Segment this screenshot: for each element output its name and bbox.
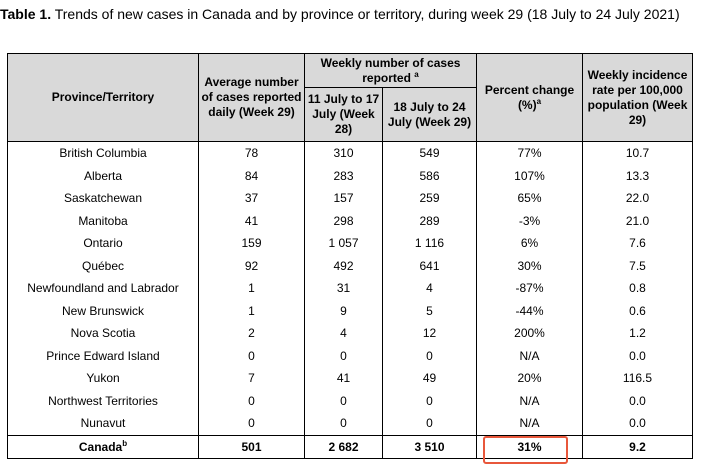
cell-w28: 492 [305,255,383,278]
table-row [8,277,693,300]
table-row [8,367,693,390]
cell-avg: 78 [199,142,305,165]
cell-pct: 6% [477,232,583,255]
cell-rate: 7.6 [583,232,693,255]
cell-name: Québec [8,255,199,278]
cell-pct: 30% [477,255,583,278]
cell-name: Nunavut [8,412,199,435]
total-row [8,435,693,459]
cell-name: Northwest Territories [8,390,199,413]
cell-avg: 0 [199,412,305,435]
cell-rate: 10.7 [583,142,693,165]
cell-avg: 7 [199,367,305,390]
total-w29: 3 510 [383,435,477,459]
header-week28: 11 July to 17 July (Week 28) [305,88,383,142]
cell-pct: 77% [477,142,583,165]
cell-avg: 1 [199,300,305,323]
table-row [8,187,693,210]
cell-rate: 0.0 [583,412,693,435]
cell-pct: 200% [477,322,583,345]
cell-name: New Brunswick [8,300,199,323]
table-row [8,322,693,345]
table-row [8,142,693,165]
cell-w29: 289 [383,210,477,233]
cell-rate: 0.0 [583,345,693,368]
header-percent [477,54,583,142]
cell-w28: 0 [305,390,383,413]
header-week29: 18 July to 24 July (Week 29) [383,88,477,142]
cell-name: Prince Edward Island [8,345,199,368]
cell-avg: 37 [199,187,305,210]
cell-w29: 1 116 [383,232,477,255]
cell-w29: 641 [383,255,477,278]
cell-avg: 0 [199,345,305,368]
cell-w28: 310 [305,142,383,165]
cell-w29: 12 [383,322,477,345]
cell-name: Yukon [8,367,199,390]
cell-pct: 107% [477,165,583,188]
cell-avg: 92 [199,255,305,278]
header-percent-note: a [536,96,542,106]
cell-w28: 0 [305,412,383,435]
cell-avg: 1 [199,277,305,300]
cell-w29: 0 [383,412,477,435]
total-avg: 501 [199,435,305,459]
total-w28: 2 682 [305,435,383,459]
table-row [8,232,693,255]
cell-rate: 22.0 [583,187,693,210]
cell-w29: 259 [383,187,477,210]
cell-w28: 0 [305,345,383,368]
cell-pct: -44% [477,300,583,323]
cell-w28: 157 [305,187,383,210]
cell-pct: N/A [477,412,583,435]
cell-w29: 49 [383,367,477,390]
cell-w29: 5 [383,300,477,323]
cell-rate: 0.0 [583,390,693,413]
cell-w28: 1 057 [305,232,383,255]
cell-name: Ontario [8,232,199,255]
cell-rate: 13.3 [583,165,693,188]
cell-w29: 0 [383,390,477,413]
cell-avg: 2 [199,322,305,345]
cell-name: British Columbia [8,142,199,165]
table-row [8,412,693,435]
header-province: Province/Territory [8,54,199,142]
cell-avg: 0 [199,390,305,413]
cases-table [7,53,693,459]
cell-w29: 4 [383,277,477,300]
cell-w29: 549 [383,142,477,165]
cell-avg: 41 [199,210,305,233]
total-name-label: Canada [78,439,123,454]
cell-name: Alberta [8,165,199,188]
cell-w28: 298 [305,210,383,233]
header-weekly-group-label: Weekly number of cases reported [320,55,461,85]
cell-w29: 586 [383,165,477,188]
header-weekly-note: a [414,69,419,79]
cell-w28: 31 [305,277,383,300]
total-pct: 31% [477,435,583,459]
cell-pct: -87% [477,277,583,300]
header-weekly-group [305,54,477,88]
cell-rate: 1.2 [583,322,693,345]
table-caption [0,5,700,24]
total-name [8,435,199,459]
cell-pct: -3% [477,210,583,233]
cell-rate: 0.8 [583,277,693,300]
cell-w28: 9 [305,300,383,323]
caption-text: Trends of new cases in Canada and by province or territory, during week 29 (18 July to 24 July 2021) [51,6,680,22]
cell-pct: 65% [477,187,583,210]
cell-w29: 0 [383,345,477,368]
cell-rate: 116.5 [583,367,693,390]
table-row [8,165,693,188]
cell-rate: 7.5 [583,255,693,278]
cell-w28: 4 [305,322,383,345]
table-row [8,345,693,368]
header-average: Average number of cases reported daily (Week 29) [199,54,305,142]
cell-name: Newfoundland and Labrador [8,277,199,300]
cell-avg: 159 [199,232,305,255]
header-incidence: Weekly incidence rate per 100,000 population (Week 29) [583,54,693,142]
cell-w28: 283 [305,165,383,188]
cell-w28: 41 [305,367,383,390]
cell-name: Saskatchewan [8,187,199,210]
caption-label: Table 1. [0,6,52,22]
cell-name: Manitoba [8,210,199,233]
cell-pct: N/A [477,390,583,413]
cell-rate: 21.0 [583,210,693,233]
total-rate: 9.2 [583,435,693,459]
header-percent-label: Percent change (%) [484,82,575,112]
table-row [8,210,693,233]
table-row [8,390,693,413]
table-row [8,255,693,278]
table-row [8,300,693,323]
cell-name: Nova Scotia [8,322,199,345]
cell-avg: 84 [199,165,305,188]
total-note: b [122,438,128,448]
cell-pct: 20% [477,367,583,390]
cell-pct: N/A [477,345,583,368]
cell-rate: 0.6 [583,300,693,323]
